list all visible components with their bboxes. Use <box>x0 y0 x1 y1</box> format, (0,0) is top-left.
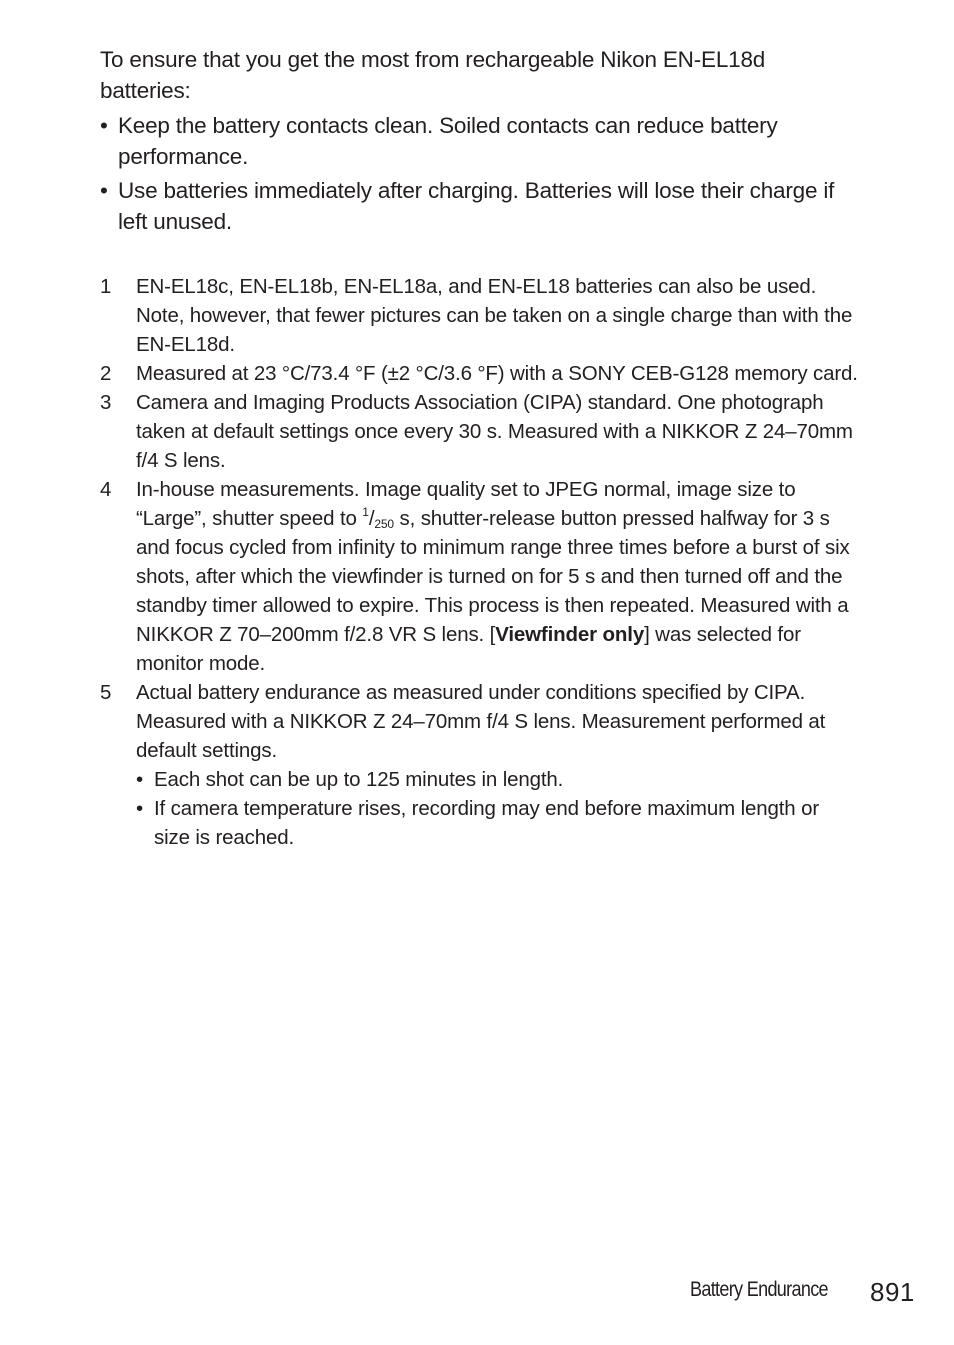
tip-item <box>100 110 860 172</box>
sub-bullet-text: Each shot can be up to 125 minutes in length. <box>154 768 564 791</box>
footnote-number: 4 <box>100 478 112 501</box>
footnote-text: Camera and Imaging Products Association (CIPA) standard. One photograph taken at default settings once every 30 s. Measured with a NIKKOR Z 24–70mm f/4 S lens. <box>136 391 853 472</box>
intro-paragraph: To ensure that you get the most from rechargeable Nikon EN-EL18d batteries: <box>100 47 766 103</box>
footnote-text: Actual battery endurance as measured under conditions specified by CIPA. Measured with a NIKKOR Z 24–70mm f/4 S lens. Measurement performed at default settings. <box>136 681 826 762</box>
footnote-text-part2: s, shutter-release button pressed halfway for 3 s and focus cycled from infinity to minimum range three times before a burst of six shots, after which the viewfinder is turned on for 5 s and then turned off and the standby timer allowed to expire. This process is then repeated. Measured with a NIKKOR Z 70–200mm f/2.8 VR S lens. [ <box>136 507 850 646</box>
footnote-4 <box>100 475 860 678</box>
tip-item <box>100 175 860 237</box>
footnote-text-part3: ] was selected for monitor mode. <box>136 623 801 675</box>
shutter-fraction-numerator: 1 <box>362 505 369 519</box>
footnote-number: 5 <box>100 681 112 704</box>
footnote-text: Measured at 23 °C/73.4 °F (±2 °C/3.6 °F) with a SONY CEB-G128 memory card. <box>136 362 858 385</box>
bullet-icon: • <box>100 178 108 203</box>
footnote-text-part1: In-house measurements. Image quality set to JPEG normal, image size to “Large”, shutter speed to <box>136 478 796 530</box>
footnote-text: EN-EL18c, EN-EL18b, EN-EL18a, and EN-EL18 batteries can also be used. Note, however, that fewer pictures can be taken on a single charge than with the EN-EL18d. <box>136 275 853 356</box>
tip-text: Use batteries immediately after charging. Batteries will lose their charge if left unused. <box>118 178 835 234</box>
bullet-icon: • <box>100 113 108 138</box>
footnote-2 <box>100 359 860 388</box>
footnotes-list <box>100 272 860 852</box>
footnote-number: 3 <box>100 391 112 414</box>
footnote-5 <box>100 678 860 852</box>
shutter-fraction-slash: / <box>368 507 375 530</box>
footnote-1 <box>100 272 860 359</box>
sub-bullet-item <box>136 765 860 794</box>
footnote-text <box>136 478 850 675</box>
sub-bullet-item <box>136 794 860 852</box>
footnote-number: 2 <box>100 362 112 385</box>
bullet-icon: • <box>136 797 144 820</box>
sub-bullet-text: If camera temperature rises, recording may end before maximum length or size is reached. <box>154 797 819 849</box>
menu-option-label: Viewfinder only <box>495 623 645 646</box>
footnote-number: 1 <box>100 275 112 298</box>
bullet-icon: • <box>136 768 144 791</box>
footnote-3 <box>100 388 860 475</box>
footnote-sub-list <box>136 765 860 852</box>
tip-text: Keep the battery contacts clean. Soiled contacts can reduce battery performance. <box>118 113 778 169</box>
shutter-fraction-denominator: 250 <box>374 517 394 531</box>
tips-list <box>100 110 860 240</box>
footer-section-title: Battery Endurance <box>690 1278 828 1301</box>
page-number: 891 <box>870 1277 915 1307</box>
